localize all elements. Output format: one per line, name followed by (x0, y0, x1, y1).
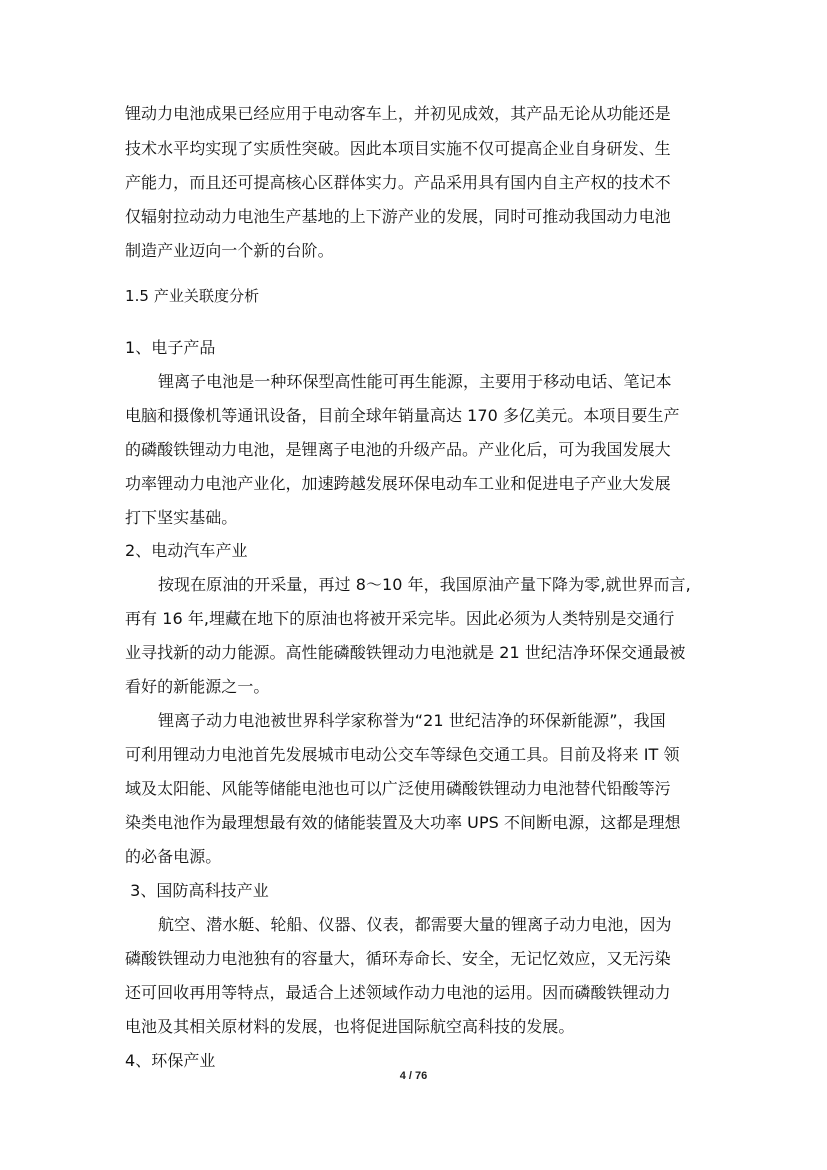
item-heading: 1、电子产品 (125, 338, 216, 357)
item-heading: 3、国防高科技产业 (125, 881, 269, 900)
page-number: 4 / 76 (399, 1070, 428, 1082)
paragraph-line: 锂离子电池是一种环保型高性能可再生能源，主要用于移动电话、笔记本 (158, 372, 672, 391)
paragraph-line: 染类电池作为最理想最有效的储能装置及大功率 UPS 不间断电源，这都是理想 (125, 813, 681, 832)
paragraph-line: 航空、潜水艇、轮船、仪器、仪表，都需要大量的锂离子动力电池，因为 (158, 915, 672, 934)
paragraph-line: 产能力，而且还可提高核心区群体实力。产品采用具有国内自主产权的技术不 (125, 173, 671, 192)
paragraph-line: 再有 16 年,埋藏在地下的原油也将被开采完毕。因此必须为人类特别是交通行 (125, 609, 675, 628)
paragraph-line: 锂动力电池成果已经应用于电动客车上，并初见成效，其产品无论从功能还是 (125, 104, 671, 123)
paragraph-line: 域及太阳能、风能等储能电池也可以广泛使用磷酸铁锂动力电池替代铅酸等污 (125, 779, 671, 798)
paragraph-line: 可利用锂动力电池首先发展城市电动公交车等绿色交通工具。目前及将来 IT 领 (125, 745, 680, 764)
paragraph-line: 的必备电源。 (125, 847, 222, 866)
paragraph-line: 按现在原油的开采量，再过 8～10 年，我国原油产量下降为零,就世界而言, (158, 575, 691, 594)
paragraph-line: 技术水平均实现了实质性突破。因此本项目实施不仅可提高企业自身研发、生 (125, 139, 671, 158)
paragraph-line: 打下坚实基础。 (125, 508, 238, 527)
paragraph-line: 电池及其相关原材料的发展，也将促进国际航空高科技的发展。 (125, 1017, 575, 1036)
paragraph-line: 锂离子动力电池被世界科学家称誉为“21 世纪洁净的环保新能源”，我国 (158, 711, 666, 730)
paragraph-line: 还可回收再用等特点，最适合上述领域作动力电池的运用。因而磷酸铁锂动力 (125, 983, 671, 1002)
paragraph-line: 仅辐射拉动动力电池生产基地的上下游产业的发展，同时可推动我国动力电池 (125, 207, 671, 226)
paragraph-line: 电脑和摄像机等通讯设备，目前全球年销量高达 170 多亿美元。本项目要生产 (125, 406, 680, 425)
paragraph-line: 看好的新能源之一。 (125, 677, 270, 696)
paragraph-line: 业寻找新的动力能源。高性能磷酸铁锂动力电池就是 21 世纪洁净环保交通最被 (125, 643, 686, 662)
item-heading: 4、环保产业 (125, 1051, 216, 1070)
paragraph-line: 制造产业迈向一个新的台阶。 (125, 241, 334, 260)
paragraph-line: 功率锂动力电池产业化，加速跨越发展环保电动车工业和促进电子产业大发展 (125, 474, 671, 493)
item-heading: 2、电动汽车产业 (125, 541, 248, 560)
paragraph-line: 的磷酸铁锂动力电池，是锂离子电池的升级产品。产业化后，可为我国发展大 (125, 440, 671, 459)
section-heading: 1.5 产业关联度分析 (125, 287, 260, 305)
paragraph-line: 磷酸铁锂动力电池独有的容量大，循环寿命长、安全，无记忆效应，又无污染 (125, 949, 671, 968)
